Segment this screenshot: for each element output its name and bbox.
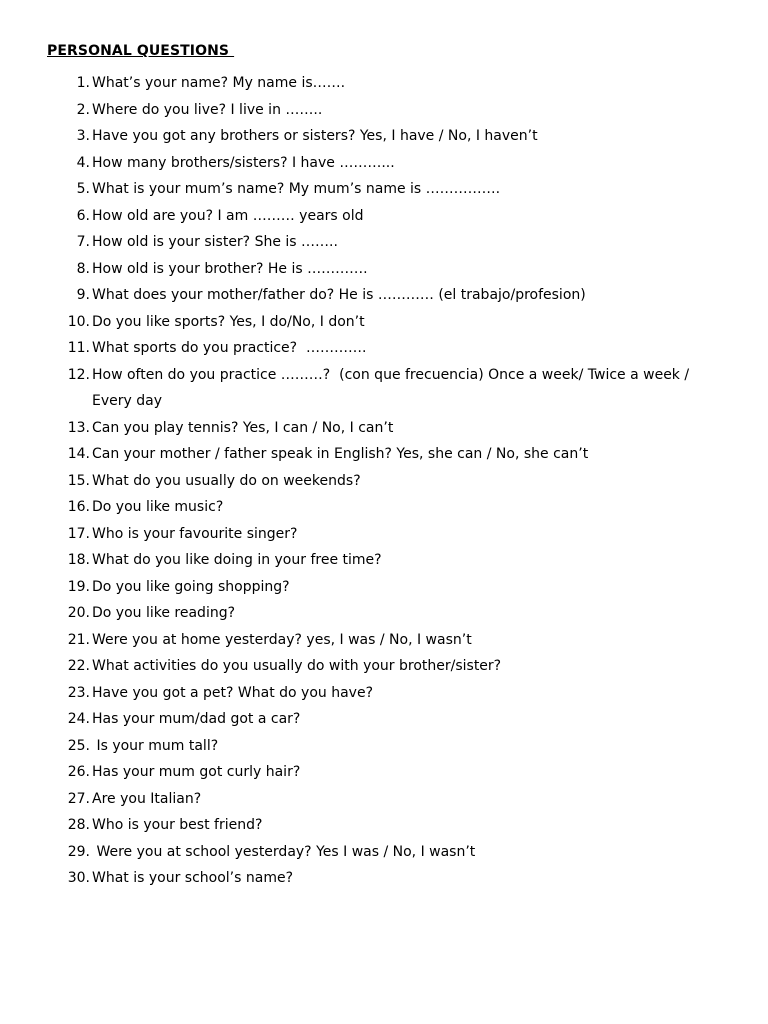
- question-item: [0, 176, 692, 203]
- question-item: [0, 150, 692, 177]
- question-number: 29.: [67, 843, 90, 860]
- question-number: 11.: [67, 340, 90, 356]
- question-text: What sports do you practice? ………….: [92, 340, 367, 356]
- question-list: [0, 70, 768, 892]
- question-text: Has your mum/dad got a car?: [92, 711, 301, 727]
- question-number: 16.: [67, 499, 90, 515]
- question-number: 13.: [67, 419, 90, 436]
- question-text: Has your mum got curly hair?: [92, 764, 301, 780]
- question-text: Have you got a pet? What do you have?: [92, 684, 374, 701]
- question-text: Have you got any brothers or sisters? Yes, I have / No, I haven’t: [92, 128, 538, 144]
- question-text: Were you at school yesterday? Yes I was / No, I wasn’t: [92, 843, 476, 860]
- question-text: What activities do you usually do with your brother/sister?: [92, 658, 502, 674]
- question-text: Do you like sports? Yes, I do/No, I don’t: [92, 313, 365, 330]
- question-text: What is your mum’s name? My mum’s name is …………….: [92, 181, 501, 197]
- question-number: 28.: [67, 817, 90, 833]
- question-text: What do you like doing in your free time?: [92, 552, 382, 568]
- question-text: Do you like going shopping?: [92, 578, 290, 595]
- question-text: How old is your brother? He is ………….: [92, 260, 368, 277]
- question-text: Where do you live? I live in ……..: [92, 101, 323, 118]
- question-number: 19.: [67, 578, 90, 595]
- question-number: 6.: [76, 207, 90, 224]
- question-text: Can you play tennis? Yes, I can / No, I can’t: [92, 419, 394, 436]
- question-number: 10.: [67, 313, 90, 330]
- question-text: Who is your best friend?: [92, 817, 263, 833]
- question-item: [0, 521, 692, 548]
- question-item: [0, 653, 692, 680]
- question-item: [0, 494, 692, 521]
- question-item: [0, 123, 692, 150]
- question-item: [0, 203, 692, 230]
- question-number: 4.: [76, 154, 90, 171]
- question-number: 7.: [76, 234, 90, 250]
- question-item: [0, 362, 692, 415]
- question-text: How old are you? I am ……… years old: [92, 207, 364, 224]
- question-text: Were you at home yesterday? yes, I was / No, I wasn’t: [92, 631, 472, 648]
- question-item: [0, 256, 692, 283]
- question-text: Is your mum tall?: [92, 737, 219, 754]
- question-number: 1.: [76, 75, 90, 91]
- question-number: 15.: [67, 472, 90, 489]
- question-number: 24.: [67, 711, 90, 727]
- question-item: [0, 839, 692, 866]
- question-item: [0, 574, 692, 601]
- question-number: 8.: [76, 260, 90, 277]
- question-item: [0, 229, 692, 256]
- question-number: 5.: [76, 181, 90, 197]
- question-text: What’s your name? My name is…….: [92, 75, 346, 91]
- question-number: 30.: [67, 870, 90, 886]
- question-text: Can your mother / father speak in English? Yes, she can / No, she can’t: [92, 446, 589, 462]
- question-item: [0, 441, 692, 468]
- question-item: [0, 600, 692, 627]
- question-text: How old is your sister? She is ……..: [92, 234, 338, 250]
- question-item: [0, 547, 692, 574]
- question-number: 27.: [67, 790, 90, 807]
- question-number: 12.: [67, 366, 90, 383]
- page-title: PERSONAL QUESTIONS: [47, 43, 235, 59]
- question-text: Are you Italian?: [92, 790, 202, 807]
- question-number: 23.: [67, 684, 90, 701]
- question-number: 17.: [67, 525, 90, 542]
- question-text: Do you like music?: [92, 499, 224, 515]
- question-item: [0, 680, 692, 707]
- question-text: What do you usually do on weekends?: [92, 472, 361, 489]
- question-text: Who is your favourite singer?: [92, 525, 298, 542]
- question-text: What does your mother/father do? He is ………… (el trabajo/profesion): [92, 287, 586, 303]
- question-number: 9.: [76, 287, 90, 303]
- question-number: 25.: [67, 737, 90, 754]
- question-number: 14.: [67, 446, 90, 462]
- question-text: How often do you practice ………? (con que frecuencia) Once a week/ Twice a week / Every day: [92, 366, 694, 409]
- question-item: [0, 786, 692, 813]
- question-item: [0, 70, 692, 97]
- question-item: [0, 733, 692, 760]
- question-item: [0, 812, 692, 839]
- question-item: [0, 627, 692, 654]
- question-item: [0, 865, 692, 892]
- question-number: 22.: [67, 658, 90, 674]
- question-number: 26.: [67, 764, 90, 780]
- question-item: [0, 309, 692, 336]
- question-item: [0, 282, 692, 309]
- question-number: 20.: [67, 605, 90, 621]
- question-item: [0, 759, 692, 786]
- question-number: 2.: [76, 101, 90, 118]
- question-number: 18.: [67, 552, 90, 568]
- question-number: 3.: [76, 128, 90, 144]
- question-item: [0, 415, 692, 442]
- question-item: [0, 468, 692, 495]
- question-item: [0, 706, 692, 733]
- question-number: 21.: [67, 631, 90, 648]
- question-item: [0, 97, 692, 124]
- question-text: Do you like reading?: [92, 605, 236, 621]
- question-text: What is your school’s name?: [92, 870, 294, 886]
- question-text: How many brothers/sisters? I have ………...: [92, 154, 395, 171]
- question-item: [0, 335, 692, 362]
